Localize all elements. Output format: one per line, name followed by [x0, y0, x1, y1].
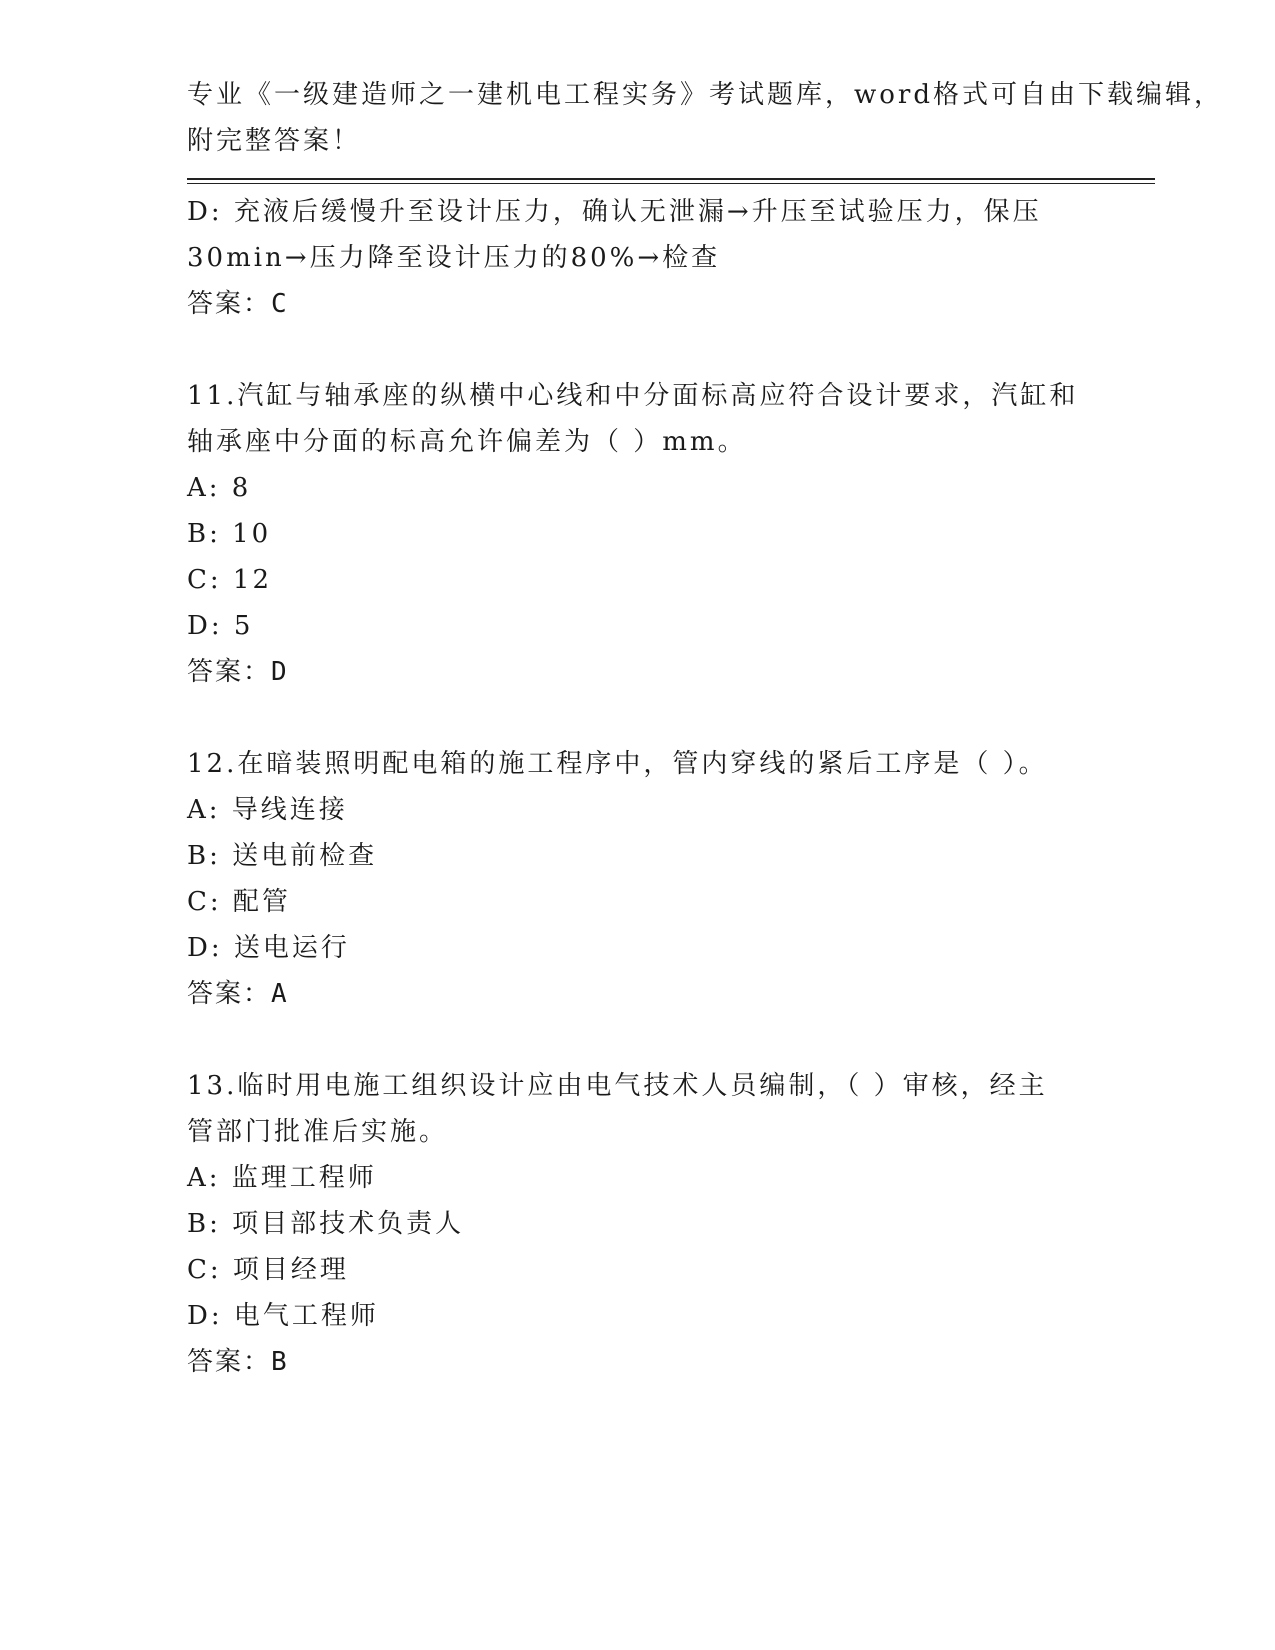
- option-a: A: 导线连接: [187, 795, 348, 825]
- option-d: D: 5: [187, 611, 254, 641]
- question-stem-line-1: 11.汽缸与轴承座的纵横中心线和中分面标高应符合设计要求，汽缸和: [187, 381, 1079, 411]
- header-line-1: 专业《一级建造师之一建机电工程实务》考试题库，word格式可自由下载编辑，: [187, 80, 1223, 110]
- question-12: [187, 741, 1087, 1017]
- document-header: [187, 72, 1223, 164]
- option-d: D: 电气工程师: [187, 1301, 379, 1331]
- option-d-line-1: D: 充液后缓慢升至设计压力，确认无泄漏→升压至试验压力，保压: [187, 197, 1042, 227]
- answer: 答案：D: [187, 657, 289, 687]
- option-b: B: 10: [187, 519, 272, 549]
- answer: 答案：B: [187, 1347, 289, 1377]
- option-a: A: 监理工程师: [187, 1163, 377, 1193]
- option-c: C: 12: [187, 565, 273, 595]
- option-c: C: 配管: [187, 887, 291, 917]
- question-13: [187, 1063, 1087, 1385]
- question-list: [187, 189, 1087, 1385]
- answer: 答案：C: [187, 289, 289, 319]
- question-stem-line-2: 管部门批准后实施。: [187, 1117, 449, 1147]
- header-line-2: 附完整答案！: [187, 126, 362, 156]
- header-divider-thin: [187, 183, 1155, 184]
- option-d-line-2: 30min→压力降至设计压力的80%→检查: [187, 243, 721, 273]
- question-stem-line-2: 轴承座中分面的标高允许偏差为（ ）mm。: [187, 427, 747, 457]
- option-c: C: 项目经理: [187, 1255, 349, 1285]
- option-b: B: 项目部技术负责人: [187, 1209, 465, 1239]
- option-a: A: 8: [187, 473, 252, 503]
- header-divider-thick: [187, 178, 1155, 180]
- question-10-tail: [187, 189, 1087, 327]
- answer: 答案：A: [187, 979, 289, 1009]
- spacer: [187, 327, 1087, 373]
- question-11: [187, 373, 1087, 695]
- question-stem-line-1: 12.在暗装照明配电箱的施工程序中，管内穿线的紧后工序是（ ）。: [187, 749, 1048, 779]
- question-stem-line-1: 13.临时用电施工组织设计应由电气技术人员编制，（ ）审核，经主: [187, 1071, 1048, 1101]
- option-b: B: 送电前检查: [187, 841, 378, 871]
- spacer: [187, 695, 1087, 741]
- spacer: [187, 1017, 1087, 1063]
- option-d: D: 送电运行: [187, 933, 350, 963]
